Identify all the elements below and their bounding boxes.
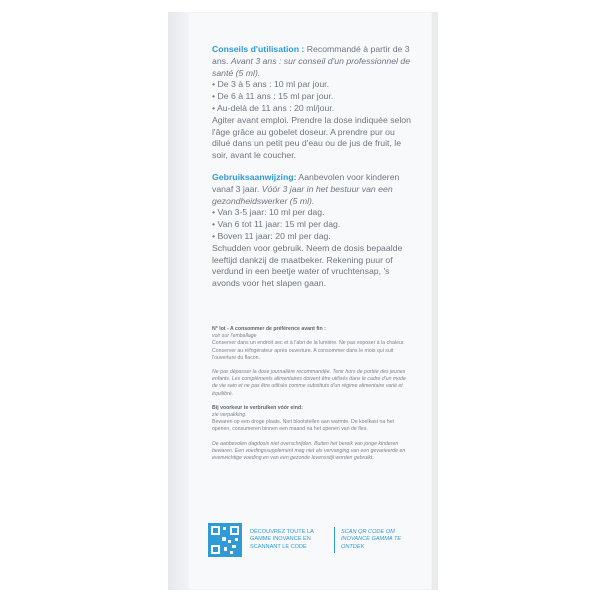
french-dose-bullet: • De 3 à 5 ans : 10 ml par jour. [212,79,330,90]
dutch-instructions: Schudden voor gebruik. Neem de dosis bepaalde leeftijd dankzij de maatbeker. Rekening puur of verdund in een beetje water of vruchtensap, 's avonds voor het slapen gaan. [212,242,403,289]
qr-caption-dutch: SCAN QR CODE OM INOVANCE GAMMA TE ONTDEK [341,528,402,550]
dutch-dose-bullet: • Boven 11 jaar: 20 ml per dag. [212,230,331,241]
dutch-usage-heading: Gebruiksaanwijzing: [212,171,297,182]
box-left-side [168,12,190,590]
french-instructions: Agiter avant emploi. Prendre la dose indiquée selon l'âge grâce au gobelet doseur. A prendre pur ou dilué dans un petit peu d'eau ou de jus de fruit, le soir, avant le coucher. [212,114,411,161]
dutch-usage-intro-italic: Vóór 3 jaar in het bestuur van een gezondheidswerker (5 ml). [212,183,393,206]
french-usage-heading: Conseils d'utilisation : [212,44,305,54]
dutch-usage-section [212,172,412,290]
dutch-dose-bullet: • Van 3-5 jaar: 10 ml per dag. [212,207,325,218]
qr-code-icon[interactable] [208,523,242,557]
small-print-section [212,326,412,462]
french-dose-bullet: • Au-delà de 11 ans : 20 ml/jour. [212,102,335,113]
french-usage-section [212,44,412,162]
french-dose-bullet: • De 6 à 11 ans : 15 ml par jour. [212,91,334,102]
dutch-dose-bullet: • Van 6 tot 11 jaar: 15 ml per dag. [212,219,341,230]
product-box-panel [188,12,432,590]
dutch-see-pack: zie verpakking. [212,411,247,418]
qr-code-row [208,520,418,560]
french-storage-text: Conserver dans un endroit sec et à l'abri de la lumière. Ne pas exposer à la chaleur. Conserver au réfrigérateur après ouverture. A consommer dans le mois qui suit l'ouverture du flacon. [212,340,405,361]
dutch-warnings-text: De aanbevolen dagdosis niet overschrijden. Buiten het bereik van jonge kinderen bewaren. Een voedingssupplement mag niet als vervanging van een gevarieerde en evenwichtige voeding en van een gezonde levensstijl worden gebruikt. [212,440,406,461]
qr-caption-french: DÉCOUVREZ TOUTE LA GAMME INOVANCE EN SCANNANT LE CODE [250,528,314,550]
french-usage-intro-italic: Avant 3 ans : sur conseil d'un professionnel de santé (5 ml). [212,55,411,78]
french-lot-line: N° lot - A consommer de préférence avant fin : [212,325,326,332]
dutch-storage-text: Bewaren op een droge plaats. Niet blootstellen aan warmte. De koelkast na het openen, consumeren binnen een maand na het openen van de fles. [212,419,394,433]
dutch-usage-intro: Aanbevolen voor kinderen vanaf 3 jaar. [212,171,400,194]
qr-caption-divider [334,527,335,553]
french-see-pack: voir sur l'emballage [212,333,257,340]
french-usage-intro: Recommandé à partir de 3 ans. [212,44,410,66]
box-right-side [432,12,438,590]
french-warnings-text: Ne pas dépasser la dose journalière recommandée. Tenir hors de portée des jeunes enfants. Les compléments alimentaires doivent être utilisés dans le cadre d'un mode de vie sain et ne pas être utilisés comme substituts d'un régime alimentaire varié et équilibré. [212,368,406,397]
dutch-lot-line: Bij voorkeur te verbruiken vóór eind: [212,404,303,411]
instructions-content [212,44,412,462]
